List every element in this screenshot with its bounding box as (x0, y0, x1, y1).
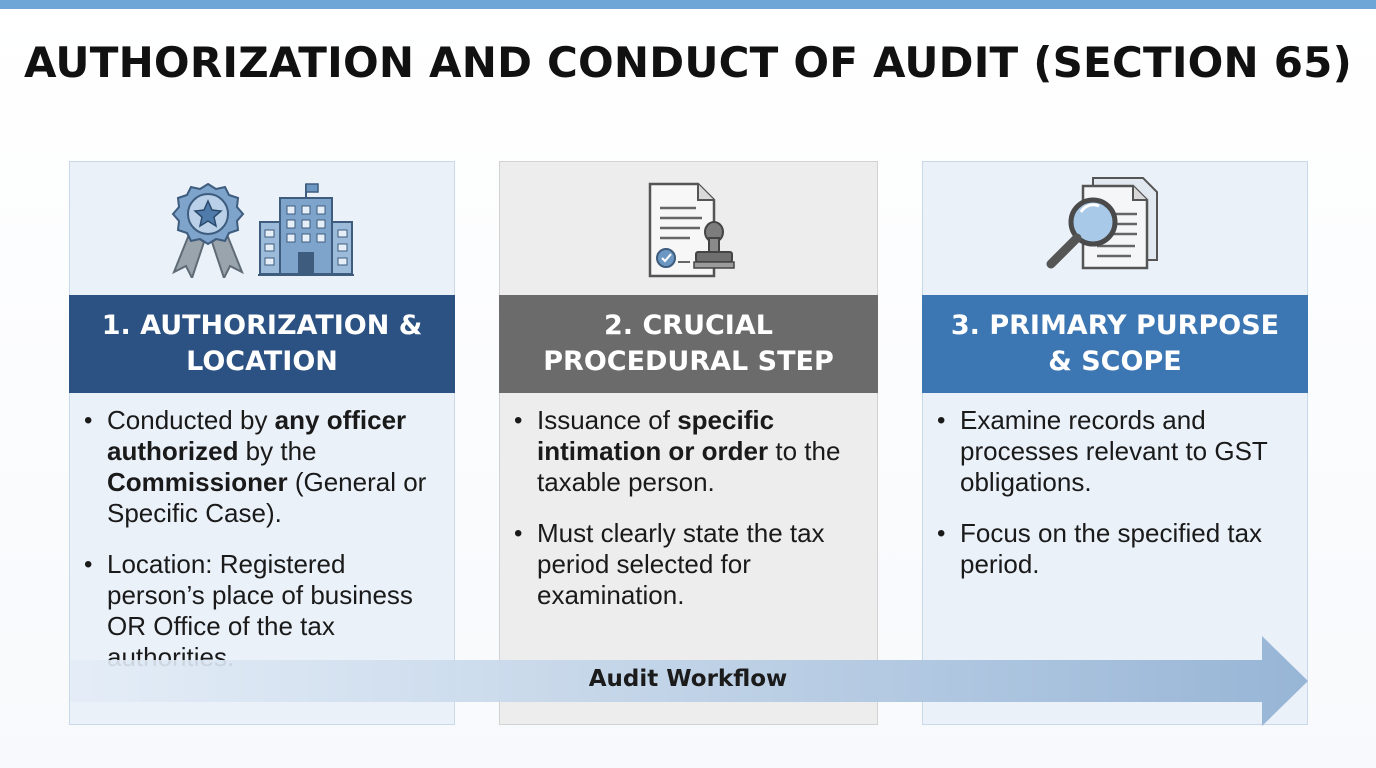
office-building-icon (258, 182, 354, 278)
card-bullet-list (937, 405, 1297, 600)
bullet-item (514, 405, 867, 498)
card-header-line: 2. CRUCIAL (604, 310, 773, 341)
magnifier-documents-icon (1041, 176, 1161, 278)
card-header-line: & SCOPE (1048, 346, 1182, 377)
document-stamp-icon (646, 182, 738, 278)
bullet-bold-text: specific intimation or order (537, 405, 775, 466)
bullet-text: Examine records and processes relevant to GST obligations. (960, 405, 1268, 497)
top-accent-bar (0, 0, 1376, 9)
card-header-line: 1. AUTHORIZATION & (101, 310, 423, 341)
card-header-line: PROCEDURAL STEP (543, 346, 834, 377)
award-ribbon-icon (170, 182, 246, 278)
card-header-primary-purpose-scope (922, 295, 1308, 393)
bullet-text: (General or Specific Case). (107, 467, 427, 528)
card-bullet-list (514, 405, 867, 631)
workflow-label: Audit Workflow (588, 666, 788, 692)
bullet-text: by the (238, 436, 317, 466)
bullet-item (937, 405, 1297, 498)
bullet-text: Must clearly state the tax period selected for examination. (537, 518, 825, 610)
page-title: AUTHORIZATION AND CONDUCT OF AUDIT (SECTION 65) (24, 38, 1352, 87)
card-icon-area (923, 162, 1307, 295)
bullet-item (514, 518, 867, 611)
card-header-line: LOCATION (186, 346, 338, 377)
card-header-line: 3. PRIMARY PURPOSE (950, 310, 1280, 341)
bullet-bold-text: any officer authorized (107, 405, 407, 466)
card-header-authorization-location (69, 295, 455, 393)
bullet-item (84, 405, 444, 529)
bullet-bold-text: Commissioner (107, 467, 288, 497)
bullet-text: Focus on the specified tax period. (960, 518, 1263, 579)
bullet-text: Location: Registered person’s place of business OR Office of the tax authorities. (107, 549, 413, 672)
bullet-text: Issuance of (537, 405, 678, 435)
bullet-text: to the taxable person. (537, 436, 841, 497)
card-header-crucial-procedural-step (499, 295, 878, 393)
bullet-item (937, 518, 1297, 580)
card-icon-area (70, 162, 454, 295)
bullet-text: Conducted by (107, 405, 275, 435)
card-icon-area (500, 162, 877, 295)
